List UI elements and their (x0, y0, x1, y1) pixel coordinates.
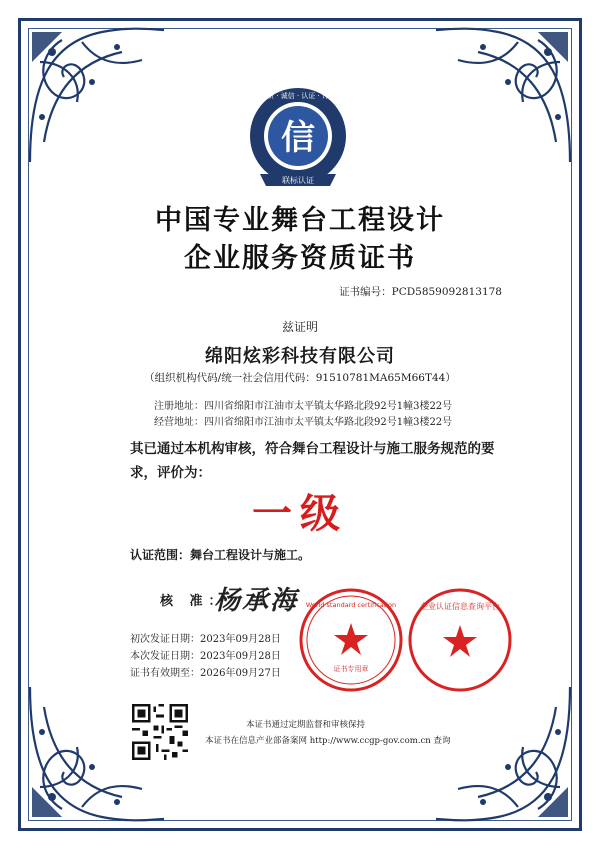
certification-emblem-logo (238, 78, 358, 198)
approver-label: 核 准： (160, 594, 228, 609)
official-seal-left (296, 585, 406, 695)
svg-text:证书专用章: 证书专用章 (333, 665, 369, 673)
approver-signature: 杨承海 (214, 586, 299, 616)
footer-maintenance-note: 本证书通过定期监督和审核保持 (246, 720, 366, 730)
initial-issue-date: 初次发证日期：2023年09月28日 (130, 634, 281, 645)
current-issue-date: 本次发证日期：2023年09月28日 (130, 651, 281, 662)
svg-text:World standard certification: World standard certification (305, 601, 397, 609)
corner-ornament-top-left (22, 22, 172, 172)
valid-until-date: 证书有效期至：2026年09月27日 (130, 668, 281, 679)
svg-text:信: 信 (281, 118, 315, 158)
org-credit-code: （组织机构代码/统一社会信用代码：91510781MA65M66T44） (144, 372, 456, 384)
official-seal-right (405, 585, 515, 695)
svg-text:联标认证: 联标认证 (282, 176, 314, 185)
registered-address: 注册地址：四川省绵阳市江油市太平镇太华路北段92号1幢3楼22号 (154, 401, 453, 412)
hereby-certify-label: 兹证明 (281, 320, 318, 334)
grade-level: 一级 (252, 490, 348, 537)
corner-ornament-top-right (428, 22, 578, 172)
certificate-title-line-2: 企业服务资质证书 (184, 243, 416, 274)
qr-code (132, 704, 188, 760)
business-address: 经营地址：四川省绵阳市江油市太平镇太华路北段92号1幢3楼22号 (154, 417, 453, 428)
svg-text:资质 · 诚信 · 认证 · 评级: 资质 · 诚信 · 认证 · 评级 (259, 92, 337, 100)
company-name: 绵阳炫彩科技有限公司 (205, 346, 395, 367)
svg-text:企业认证信息查询平台: 企业认证信息查询平台 (420, 602, 500, 611)
audit-statement: 其已通过本机构审核，符合舞台工程设计与施工服务规范的要求，评价为： (130, 441, 495, 481)
footer-verification-url: 本证书在信息产业部备案网 http://www.ccgp-gov.com.cn 查询 (205, 736, 451, 746)
certificate-title-line-1: 中国专业舞台工程设计 (155, 205, 445, 236)
corner-ornament-bottom-right (428, 677, 578, 827)
certification-scope: 认证范围：舞台工程设计与施工。 (130, 548, 311, 562)
certificate-number: 证书编号：PCD5859092813178 (339, 286, 502, 298)
